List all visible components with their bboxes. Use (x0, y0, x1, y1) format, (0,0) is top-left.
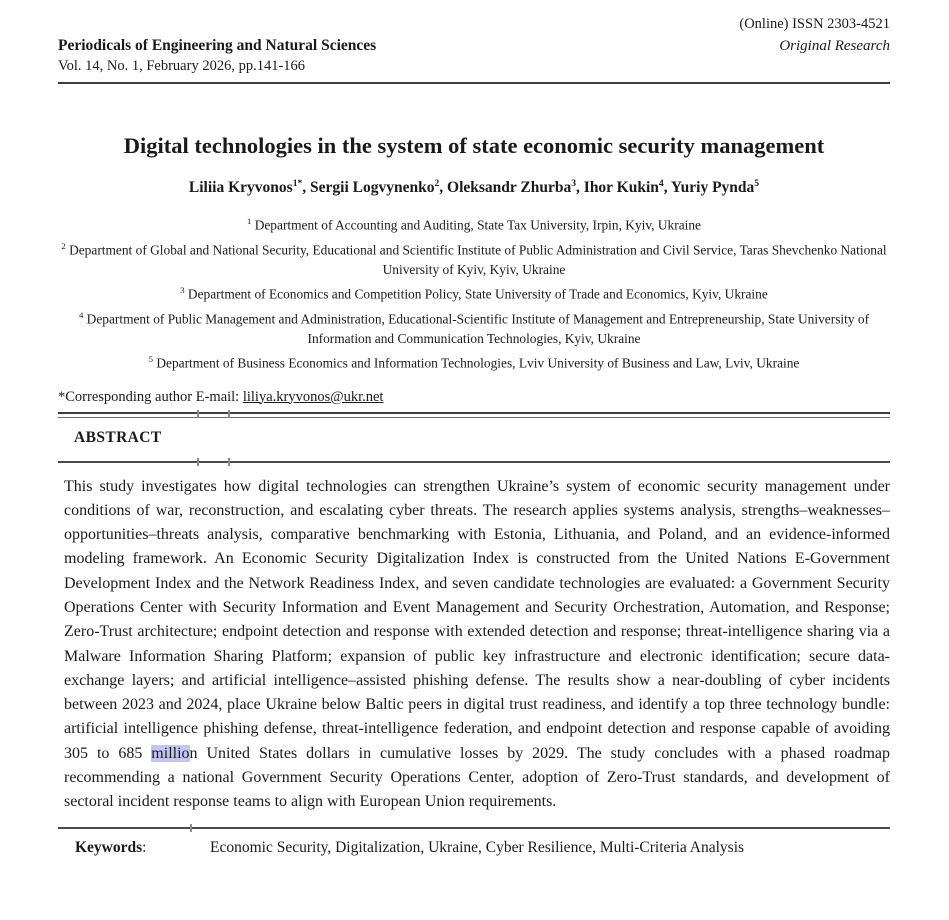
journal-header (58, 14, 890, 77)
affiliation-line: $^5$ Department of Business Economics and Information Technologies, Lviv University of Business and Law, Lviv, Ukraine (148, 354, 800, 371)
keywords-label: Keywords (75, 838, 143, 856)
table-border-tick (190, 824, 192, 832)
article-type-label: Original Research (779, 38, 890, 54)
keywords-label-cell (75, 837, 210, 858)
issn-line: (Online) ISSN 2303-4521 (739, 16, 890, 32)
abstract-heading-divider (58, 461, 890, 463)
keywords-colon: : (142, 838, 147, 856)
corresponding-author-label: *Corresponding author E-mail: (58, 388, 243, 405)
keywords-row (75, 837, 890, 858)
highlighted-text: millio (151, 744, 190, 762)
abstract-text (64, 475, 890, 815)
journal-name: Periodicals of Engineering and Natural Sciences (58, 37, 377, 54)
abstract-text-pre: This study investigates how digital technologies can strengthen Ukraine’s system of economic security management under conditions of war, reconstruction, and escalating cyber threats. The research applies systems analysis, strengths–weaknesses–opportunities–threats analysis, comparative benchmarking with Estonia, Lithuania, and Poland, and an evidence-informed modeling framework. An Economic Security Digitalization Index is constructed from the United Nations E-Government Development Index and the Network Readiness Index, and seven candidate technologies are evaluated: a Government Security Operations Center with Security Information and Event Management and Security Orchestration, Automation, and Response; Zero-Trust architecture; endpoint detection and response with extended detection and response; threat-intelligence sharing via a Malware Information Sharing Platform; expansion of public key infrastructure and electronic identification; secure data-exchange layers; and artificial intelligence–assisted phishing defense. The results show a near-doubling of cyber incidents between 2023 and 2024, place Ukraine below Baltic peers in digital trust readiness, and identify a top three technology bundle: artificial intelligence phishing defense, threat-intelligence federation, and endpoint detection and response capable of avoiding 305 to 685 (64, 477, 890, 762)
volume-issue-line: Vol. 14, No. 1, February 2026, pp.141-166 (58, 58, 306, 74)
double-rule (58, 412, 890, 418)
abstract-text-post: n United States dollars in cumulative losses by 2029. The study concludes with a phased roadmap recommending a national Government Security Operations Center, adoption of Zero-Trust standards, and development of sectoral incident response teams to align with European Union requirements. (64, 744, 890, 811)
journal-header-left (58, 14, 376, 77)
table-border-tick (228, 410, 230, 418)
corresponding-author-line (58, 387, 890, 407)
abstract-top-divider (58, 412, 890, 418)
keywords-list: Economic Security, Digitalization, Ukraine, Cyber Resilience, Multi-Criteria Analysis (210, 838, 745, 856)
corresponding-email-link[interactable]: liliya.kryvonos@ukr.net (242, 388, 384, 405)
affiliations (58, 211, 890, 373)
table-border-tick (228, 458, 230, 466)
paper-title: Digital technologies in the system of state economic security management (123, 133, 825, 158)
single-rule (58, 461, 890, 463)
journal-header-right (739, 14, 890, 57)
table-border-tick (197, 458, 199, 466)
affiliation-line: $^1$ Department of Accounting and Auditing, State Tax University, Irpin, Kyiv, Ukraine (246, 216, 702, 233)
table-border-tick (197, 410, 199, 418)
affiliation-line: $^4$ Department of Public Management and Administration, Educational-Scientific Institute of Management and Entrepreneurship, State University of Information and Communication Technologies, Kyiv, Ukraine (78, 309, 870, 347)
authors-line: Liliia Kryvonos$^{1*}$, Sergii Logvynenko$^2$, Oleksandr Zhurba$^3$, Ihor Kukin$^4$, Yuriy Pynda$^5$ (188, 178, 760, 197)
header-divider (58, 82, 890, 84)
abstract-heading: ABSTRACT (74, 428, 162, 446)
single-rule (58, 827, 890, 829)
affiliation-line: $^3$ Department of Economics and Competition Policy, State University of Trade and Economics, Kyiv, Ukraine (180, 285, 768, 302)
keywords-divider (58, 827, 890, 829)
affiliation-line: $^2$ Department of Global and National Security, Educational and Scientific Institute of Public Administration and Civil Service, Taras Shevchenko National University of Kyiv, Kyiv, Ukraine (61, 240, 887, 278)
